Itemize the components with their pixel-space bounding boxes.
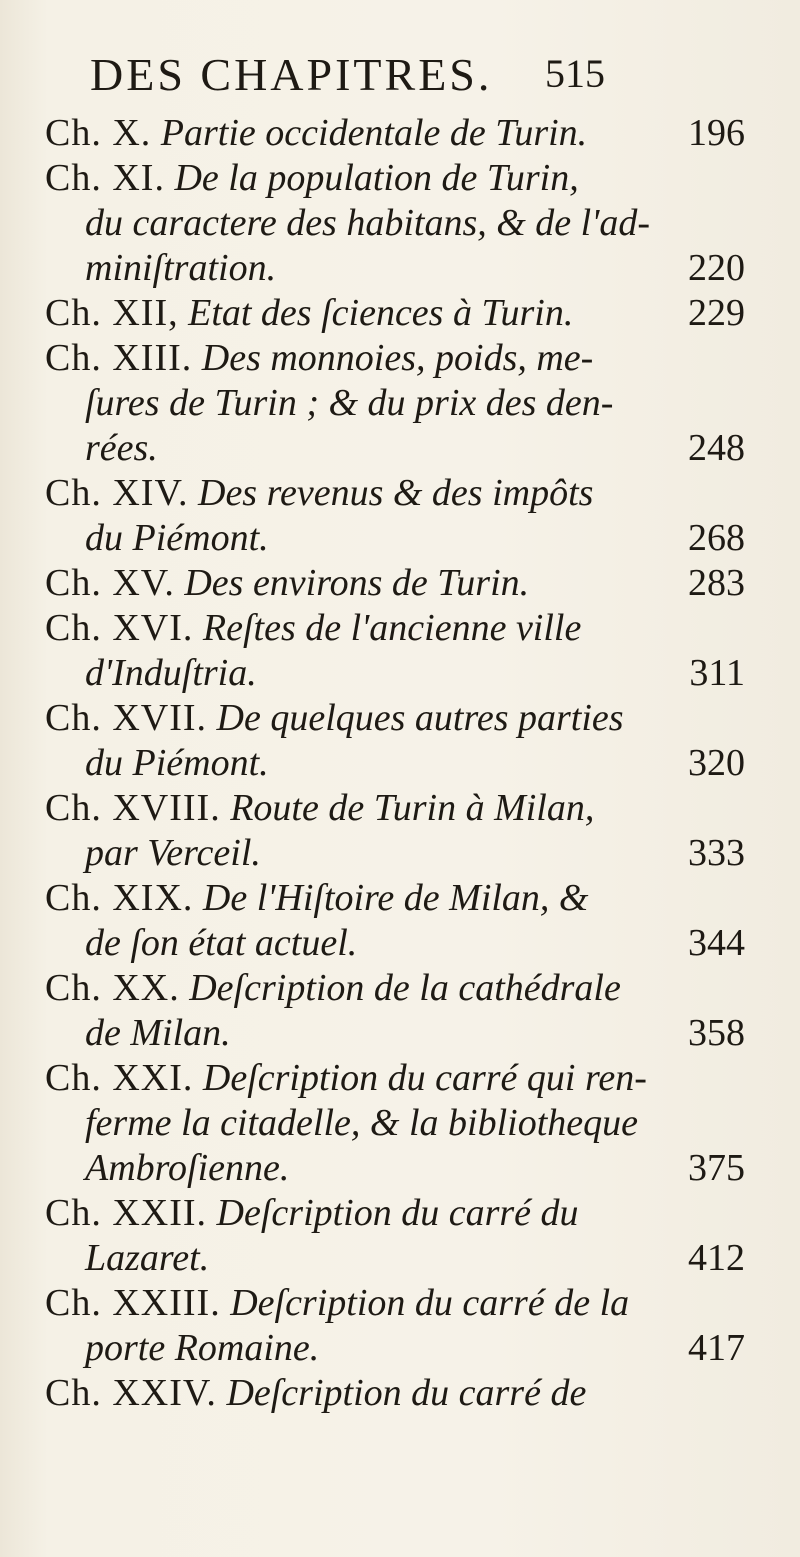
- toc-line: [45, 1146, 745, 1191]
- chapter-title-cont: de ſon état actuel.: [85, 922, 358, 964]
- toc-entry: [45, 1371, 745, 1416]
- chapter-number: Ch. XI.: [45, 157, 165, 199]
- chapter-title: Des monnoies, poids, me-: [201, 337, 594, 379]
- chapter-title-cont: de Milan.: [85, 1012, 231, 1054]
- toc-line: [45, 291, 745, 336]
- chapter-number: Ch. XIV.: [45, 472, 189, 514]
- toc-entry: [45, 1281, 745, 1371]
- chapter-number: Ch. XXI.: [45, 1057, 194, 1099]
- chapter-title-cont: ferme la citadelle, & la bibliotheque: [85, 1102, 638, 1144]
- toc-line: [45, 1326, 745, 1371]
- toc-entry: [45, 471, 745, 561]
- chapter-title-cont: Lazaret.: [85, 1237, 210, 1279]
- chapter-page: 268: [688, 517, 745, 559]
- chapter-title: Des environs de Turin.: [184, 562, 530, 604]
- chapter-title: Reſtes de l'ancienne ville: [202, 607, 582, 649]
- toc-line: [45, 561, 745, 606]
- chapter-page: 417: [688, 1327, 745, 1369]
- chapter-title: Deſcription du carré du: [216, 1192, 579, 1234]
- toc-line: [45, 336, 745, 381]
- chapter-number: Ch. XV.: [45, 562, 175, 604]
- toc-line: [45, 1191, 745, 1236]
- chapter-title: Deſcription du carré de la: [230, 1282, 630, 1324]
- chapter-number: Ch. XVII.: [45, 697, 208, 739]
- toc-line: [45, 1101, 745, 1146]
- chapter-title: Des revenus & des impôts: [198, 472, 594, 514]
- chapter-title-cont: du caractere des habitans, & de l'ad-: [85, 202, 651, 244]
- toc-line: [45, 246, 745, 291]
- toc-line: [45, 1056, 745, 1101]
- toc-line: [45, 426, 745, 471]
- chapter-page: 196: [688, 112, 745, 154]
- chapter-title-cont: rées.: [85, 427, 158, 469]
- chapter-number: Ch. XVIII.: [45, 787, 221, 829]
- toc-entry: [45, 696, 745, 786]
- chapter-title: Route de Turin à Milan,: [230, 787, 595, 829]
- toc-line: [45, 921, 745, 966]
- chapter-title-cont: miniſtration.: [85, 247, 277, 289]
- chapter-page: 375: [688, 1147, 745, 1189]
- toc-entry: [45, 786, 745, 876]
- toc-entry: [45, 111, 745, 156]
- chapter-title-cont: du Piémont.: [85, 742, 269, 784]
- chapter-page: 412: [688, 1237, 745, 1279]
- toc-entry: [45, 156, 745, 291]
- chapter-title: Deſcription du carré qui ren-: [202, 1057, 647, 1099]
- chapter-page: 344: [688, 922, 745, 964]
- toc-line: [45, 651, 745, 696]
- chapter-title: Deſcription du carré de: [226, 1372, 587, 1414]
- chapter-title: Partie occidentale de Turin.: [160, 112, 588, 154]
- toc-line: [45, 381, 745, 426]
- toc-line: [45, 1011, 745, 1056]
- chapter-page: 311: [689, 652, 745, 694]
- chapter-number: Ch. XXIII.: [45, 1282, 221, 1324]
- chapter-page: 229: [688, 292, 745, 334]
- chapter-page: 358: [688, 1012, 745, 1054]
- chapter-title-cont: d'Induſtria.: [85, 652, 257, 694]
- chapter-number: Ch. XX.: [45, 967, 180, 1009]
- chapter-number: Ch. XII,: [45, 292, 179, 334]
- chapter-title: Deſcription de la cathédrale: [189, 967, 621, 1009]
- chapter-number: Ch. XXIV.: [45, 1372, 217, 1414]
- toc-entry: [45, 561, 745, 606]
- toc-entry: [45, 876, 745, 966]
- running-header: [90, 48, 610, 98]
- chapter-number: Ch. XIX.: [45, 877, 194, 919]
- toc-entry: [45, 606, 745, 696]
- toc-entry: [45, 291, 745, 336]
- chapter-title: De la population de Turin,: [174, 157, 579, 199]
- chapter-page: 248: [688, 427, 745, 469]
- toc-line: [45, 606, 745, 651]
- toc-line: [45, 1371, 745, 1416]
- page-number: 515: [545, 51, 605, 96]
- toc-line: [45, 471, 745, 516]
- chapter-page: 220: [688, 247, 745, 289]
- chapter-title-cont: porte Romaine.: [85, 1327, 320, 1369]
- chapter-number: Ch. XIII.: [45, 337, 193, 379]
- chapter-title: De quelques autres parties: [216, 697, 624, 739]
- chapter-number: Ch. XXII.: [45, 1192, 208, 1234]
- toc-line: [45, 786, 745, 831]
- chapter-page: 283: [688, 562, 745, 604]
- chapter-title-cont: Ambroſienne.: [85, 1147, 290, 1189]
- toc-entry: [45, 336, 745, 471]
- chapter-number: Ch. X.: [45, 112, 152, 154]
- toc-entry: [45, 966, 745, 1056]
- toc-line: [45, 201, 745, 246]
- toc-line: [45, 156, 745, 201]
- toc-line: [45, 111, 745, 156]
- header-title: DES CHAPITRES.: [90, 49, 493, 100]
- toc-line: [45, 1236, 745, 1281]
- toc-line: [45, 1281, 745, 1326]
- chapter-title: Etat des ſciences à Turin.: [188, 292, 574, 334]
- toc-line: [45, 831, 745, 876]
- toc-line: [45, 741, 745, 786]
- chapter-title-cont: du Piémont.: [85, 517, 269, 559]
- toc-line: [45, 966, 745, 1011]
- chapter-title-cont: ſures de Turin ; & du prix des den-: [85, 382, 614, 424]
- chapter-number: Ch. XVI.: [45, 607, 194, 649]
- chapter-page: 320: [688, 742, 745, 784]
- toc-entry: [45, 1191, 745, 1281]
- toc-line: [45, 696, 745, 741]
- toc-entry: [45, 1056, 745, 1191]
- chapter-page: 333: [688, 832, 745, 874]
- toc-line: [45, 876, 745, 921]
- chapter-title: De l'Hiſtoire de Milan, &: [202, 877, 589, 919]
- toc-line: [45, 516, 745, 561]
- chapter-title-cont: par Verceil.: [85, 832, 261, 874]
